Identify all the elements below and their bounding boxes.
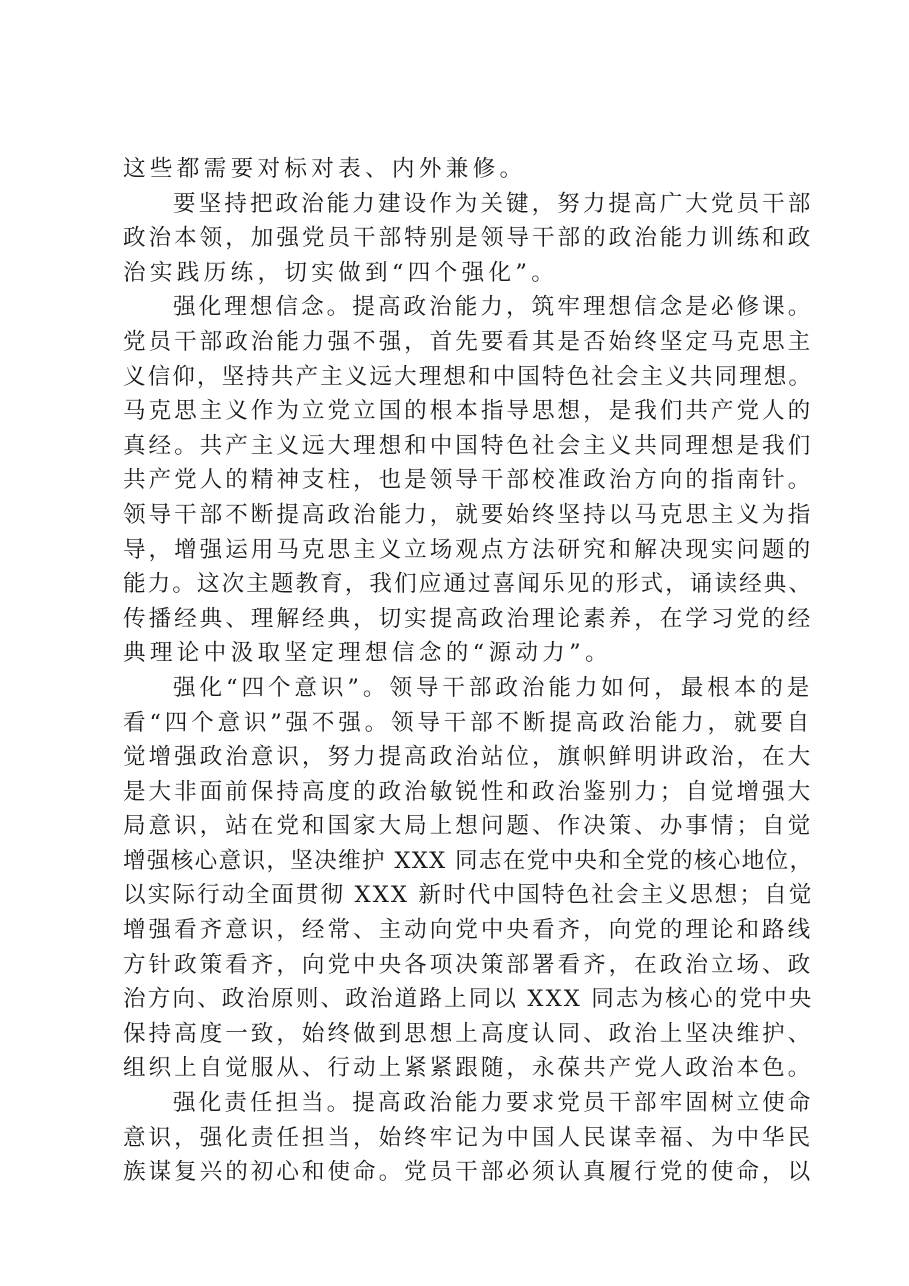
text-line: 能力。这次主题教育，我们应通过喜闻乐见的形式，诵读经典、 [123, 571, 814, 598]
text-line: 导，增强运用马克思主义立场观点方法研究和解决现实问题的 [123, 536, 814, 563]
text-line: 族谋复兴的初心和使命。党员干部必须认真履行党的使命，以 [123, 1159, 814, 1186]
text-line: 这些都需要对标对表、内外兼修。 [123, 156, 527, 182]
text-line: 义信仰，坚持共产主义远大理想和中国特色社会主义共同理想。 [123, 363, 814, 390]
text-line: 共产党人的精神支柱，也是领导干部校准政治方向的指南针。 [123, 467, 814, 494]
text-line: 真经。共产主义远大理想和中国特色社会主义共同理想是我们 [123, 432, 814, 459]
text-line: 增强看齐意识，经常、主动向党中央看齐，向党的理论和路线 [123, 917, 814, 944]
text-line: 强化责任担当。提高政治能力要求党员干部牢固树立使命 [173, 1090, 814, 1117]
text-line: 治方向、政治原则、政治道路上同以 XXX 同志为核心的党中央 [123, 986, 814, 1013]
text-line: 是大非面前保持高度的政治敏锐性和政治鉴别力；自觉增强大 [123, 778, 814, 805]
text-line: 要坚持把政治能力建设作为关键，努力提高广大党员干部 [173, 190, 814, 217]
text-line: 党员干部政治能力强不强，首先要看其是否始终坚定马克思主 [123, 328, 814, 355]
text-line: 强化“四个意识”。领导干部政治能力如何，最根本的是 [173, 674, 814, 701]
text-line: 典理论中汲取坚定理想信念的“源动力”。 [123, 640, 612, 667]
text-line: 治实践历练，切实做到“四个强化”。 [123, 259, 559, 286]
text-line: 政治本领，加强党员干部特别是领导干部的政治能力训练和政 [123, 225, 814, 252]
text-line: 马克思主义作为立党立国的根本指导思想，是我们共产党人的 [123, 398, 814, 425]
text-line: 觉增强政治意识，努力提高政治站位，旗帜鲜明讲政治，在大 [123, 744, 814, 771]
document-body [123, 152, 813, 1190]
text-line: 增强核心意识，坚决维护 XXX 同志在党中央和全党的核心地位， [123, 847, 814, 874]
text-line: 以实际行动全面贯彻 XXX 新时代中国特色社会主义思想；自觉 [123, 882, 814, 909]
text-line: 局意识，站在党和国家大局上想问题、作决策、办事情；自觉 [123, 813, 814, 840]
text-line: 意识，强化责任担当，始终牢记为中国人民谋幸福、为中华民 [123, 1124, 814, 1151]
text-line: 看“四个意识”强不强。领导干部不断提高政治能力，就要自 [123, 709, 814, 736]
text-line: 保持高度一致，始终做到思想上高度认同、政治上坚决维护、 [123, 1020, 814, 1047]
text-line: 强化理想信念。提高政治能力，筑牢理想信念是必修课。 [173, 294, 814, 321]
text-line: 组织上自觉服从、行动上紧紧跟随，永葆共产党人政治本色。 [123, 1055, 814, 1082]
text-line: 领导干部不断提高政治能力，就要始终坚持以马克思主义为指 [123, 501, 814, 528]
text-line: 传播经典、理解经典，切实提高政治理论素养，在学习党的经 [123, 605, 814, 632]
text-line: 方针政策看齐，向党中央各项决策部署看齐，在政治立场、政 [123, 951, 814, 978]
